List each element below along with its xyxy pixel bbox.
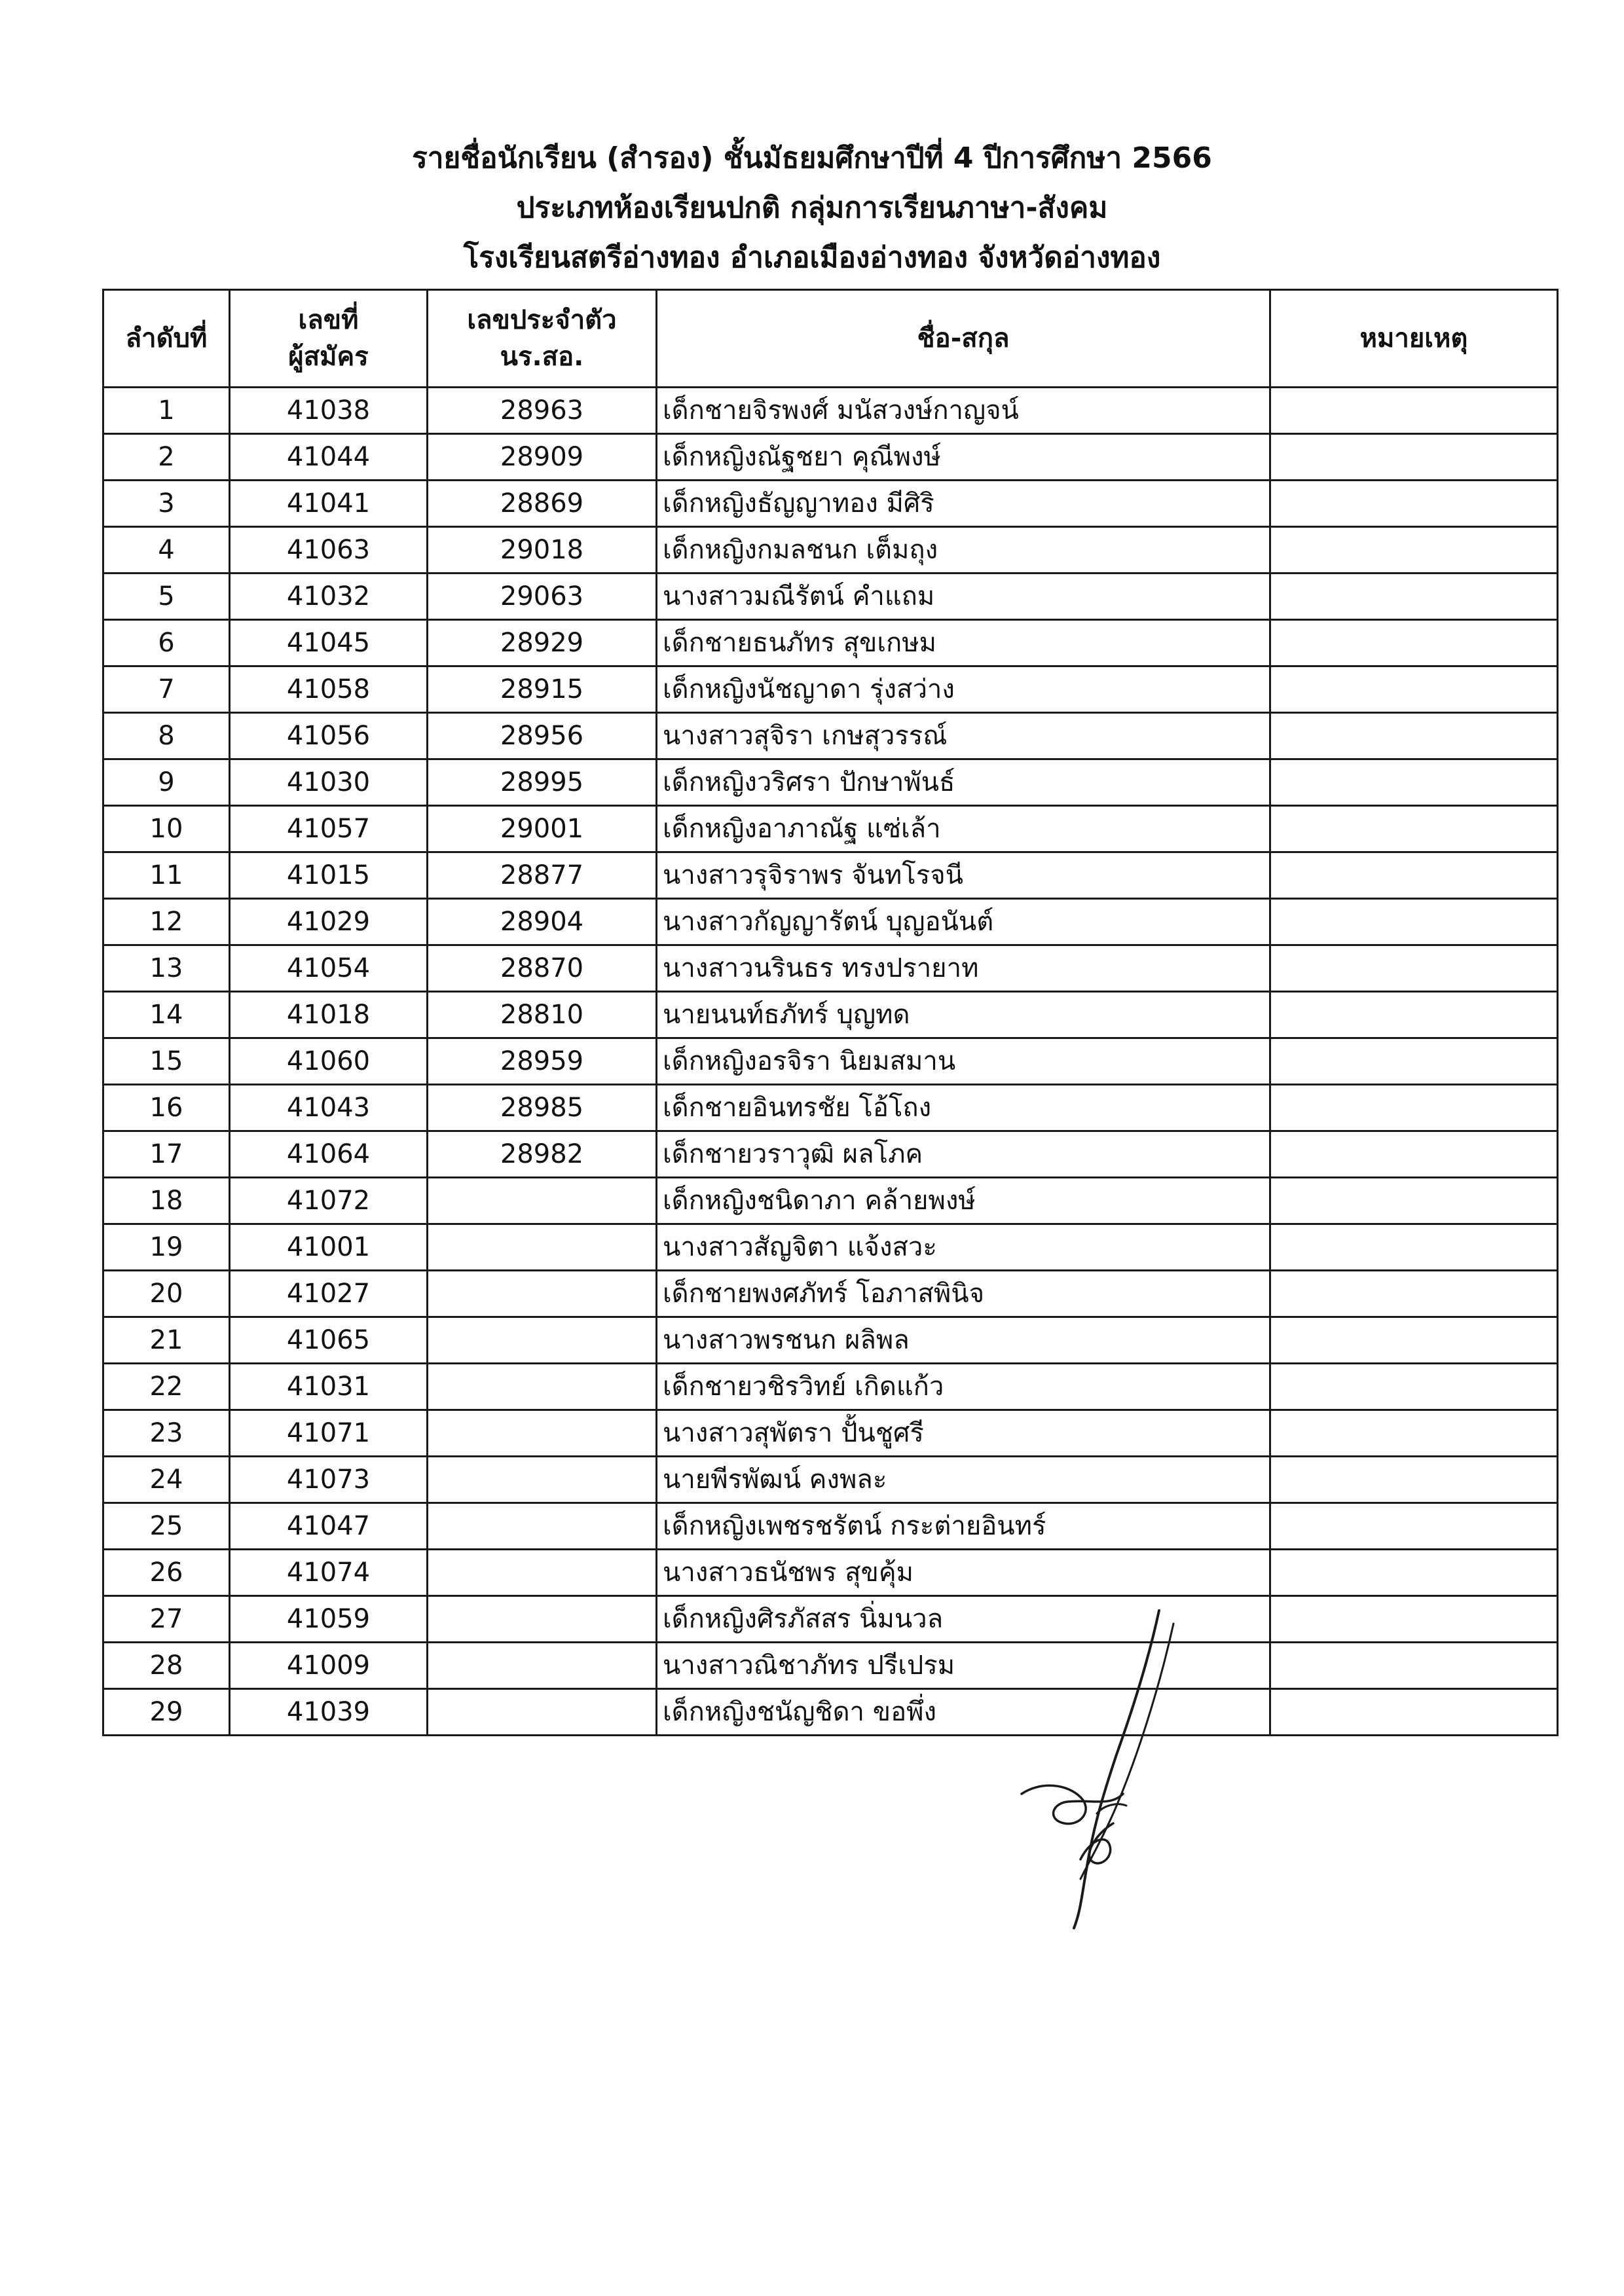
cell-order: 18 xyxy=(103,1178,230,1224)
cell-student-id xyxy=(428,1224,657,1271)
cell-order: 26 xyxy=(103,1550,230,1596)
cell-order: 6 xyxy=(103,620,230,666)
cell-student-id: 28982 xyxy=(428,1131,657,1178)
cell-name: นางสาวสุพัตรา ปั้นชูศรี xyxy=(657,1410,1270,1457)
cell-order: 11 xyxy=(103,852,230,899)
cell-order: 16 xyxy=(103,1085,230,1131)
header-name-label: ชื่อ-สกุล xyxy=(917,323,1010,354)
header-student-id-line1: เลขประจำตัว xyxy=(467,305,617,335)
table-row xyxy=(103,666,1558,713)
table-row xyxy=(103,806,1558,852)
document-title: รายชื่อนักเรียน (สำรอง) ชั้นมัธยมศึกษาปีที่ 4 ปีการศึกษา 2566 xyxy=(412,141,1212,175)
cell-applicant-number: 41001 xyxy=(230,1224,428,1271)
table-row xyxy=(103,852,1558,899)
cell-student-id: 28877 xyxy=(428,852,657,899)
cell-name: เด็กชายพงศภัทร์ โอภาสพินิจ xyxy=(657,1271,1270,1317)
header-applicant-number xyxy=(230,290,428,388)
table-row xyxy=(103,713,1558,759)
cell-applicant-number: 41041 xyxy=(230,481,428,527)
header-name xyxy=(657,290,1270,388)
table-row xyxy=(103,1503,1558,1550)
cell-student-id: 28915 xyxy=(428,666,657,713)
cell-name: เด็กหญิงชนัญชิดา ขอพึ่ง xyxy=(657,1689,1270,1736)
cell-order: 1 xyxy=(103,388,230,434)
cell-order: 20 xyxy=(103,1271,230,1317)
cell-applicant-number: 41027 xyxy=(230,1271,428,1317)
cell-student-id xyxy=(428,1410,657,1457)
table-row xyxy=(103,527,1558,574)
header-order-label: ลำดับที่ xyxy=(125,323,208,354)
cell-applicant-number: 41064 xyxy=(230,1131,428,1178)
table-row xyxy=(103,1178,1558,1224)
cell-name: นางสาวรุจิราพร จันทโรจนี xyxy=(657,852,1270,899)
cell-student-id: 28870 xyxy=(428,945,657,992)
cell-applicant-number: 41045 xyxy=(230,620,428,666)
cell-name: นางสาวพรชนก ผลิพล xyxy=(657,1317,1270,1364)
cell-remark xyxy=(1270,945,1558,992)
cell-applicant-number: 41039 xyxy=(230,1689,428,1736)
cell-remark xyxy=(1270,1550,1558,1596)
cell-remark xyxy=(1270,666,1558,713)
student-roster-table xyxy=(102,289,1559,1736)
cell-student-id xyxy=(428,1317,657,1364)
cell-applicant-number: 41029 xyxy=(230,899,428,945)
cell-order: 5 xyxy=(103,574,230,620)
cell-remark xyxy=(1270,1085,1558,1131)
cell-applicant-number: 41057 xyxy=(230,806,428,852)
cell-order: 15 xyxy=(103,1038,230,1085)
cell-remark xyxy=(1270,1131,1558,1178)
table-row xyxy=(103,434,1558,481)
table-row xyxy=(103,1457,1558,1503)
signature-icon xyxy=(982,1597,1205,1938)
cell-remark xyxy=(1270,1410,1558,1457)
cell-applicant-number: 41038 xyxy=(230,388,428,434)
cell-order: 8 xyxy=(103,713,230,759)
cell-applicant-number: 41071 xyxy=(230,1410,428,1457)
cell-remark xyxy=(1270,574,1558,620)
table-row xyxy=(103,620,1558,666)
table-row xyxy=(103,574,1558,620)
table-row xyxy=(103,1689,1558,1736)
cell-remark xyxy=(1270,899,1558,945)
cell-order: 12 xyxy=(103,899,230,945)
header-applicant-line2: ผู้สมัคร xyxy=(288,342,369,372)
cell-remark xyxy=(1270,620,1558,666)
cell-applicant-number: 41056 xyxy=(230,713,428,759)
cell-student-id: 29018 xyxy=(428,527,657,574)
table-row xyxy=(103,1364,1558,1410)
cell-order: 25 xyxy=(103,1503,230,1550)
cell-applicant-number: 41032 xyxy=(230,574,428,620)
cell-remark xyxy=(1270,1596,1558,1643)
cell-name: เด็กหญิงอรจิรา นิยมสมาน xyxy=(657,1038,1270,1085)
cell-order: 4 xyxy=(103,527,230,574)
cell-applicant-number: 41072 xyxy=(230,1178,428,1224)
cell-remark xyxy=(1270,1503,1558,1550)
table-row xyxy=(103,1317,1558,1364)
cell-student-id xyxy=(428,1178,657,1224)
table-row xyxy=(103,1271,1558,1317)
table-row xyxy=(103,1224,1558,1271)
cell-student-id: 28956 xyxy=(428,713,657,759)
cell-order: 10 xyxy=(103,806,230,852)
cell-remark xyxy=(1270,388,1558,434)
table-row xyxy=(103,1085,1558,1131)
cell-applicant-number: 41031 xyxy=(230,1364,428,1410)
cell-student-id: 28810 xyxy=(428,992,657,1038)
table-row xyxy=(103,388,1558,434)
cell-remark xyxy=(1270,1178,1558,1224)
table-row xyxy=(103,759,1558,806)
cell-order: 21 xyxy=(103,1317,230,1364)
table-row xyxy=(103,1038,1558,1085)
cell-order: 19 xyxy=(103,1224,230,1271)
table-row xyxy=(103,1131,1558,1178)
cell-name: เด็กหญิงเพชรชรัตน์ กระต่ายอินทร์ xyxy=(657,1503,1270,1550)
table-row xyxy=(103,945,1558,992)
cell-name: เด็กหญิงณัฐชยา คุณีพงษ์ xyxy=(657,434,1270,481)
header-student-id xyxy=(428,290,657,388)
cell-remark xyxy=(1270,1457,1558,1503)
cell-name: เด็กหญิงศิรภัสสร นิ่มนวล xyxy=(657,1596,1270,1643)
cell-applicant-number: 41047 xyxy=(230,1503,428,1550)
cell-student-id: 28995 xyxy=(428,759,657,806)
cell-name: นางสาวสุจิรา เกษสุวรรณ์ xyxy=(657,713,1270,759)
cell-order: 22 xyxy=(103,1364,230,1410)
cell-applicant-number: 41018 xyxy=(230,992,428,1038)
cell-remark xyxy=(1270,1224,1558,1271)
table-row xyxy=(103,992,1558,1038)
table-row xyxy=(103,899,1558,945)
cell-remark xyxy=(1270,1364,1558,1410)
cell-order: 3 xyxy=(103,481,230,527)
cell-applicant-number: 41060 xyxy=(230,1038,428,1085)
cell-name: เด็กหญิงชนิดาภา คล้ายพงษ์ xyxy=(657,1178,1270,1224)
table-body xyxy=(103,388,1558,1736)
cell-applicant-number: 41058 xyxy=(230,666,428,713)
cell-remark xyxy=(1270,1643,1558,1689)
table-row xyxy=(103,1643,1558,1689)
school-line: โรงเรียนสตรีอ่างทอง อำเภอเมืองอ่างทอง จังหวัดอ่างทอง xyxy=(463,241,1161,274)
cell-student-id: 28963 xyxy=(428,388,657,434)
cell-name: นายนนท์ธภัทร์ บุญทด xyxy=(657,992,1270,1038)
cell-order: 29 xyxy=(103,1689,230,1736)
cell-remark xyxy=(1270,1689,1558,1736)
cell-name: เด็กชายจิรพงศ์ มนัสวงษ์กาญจน์ xyxy=(657,388,1270,434)
header-remark-label: หมายเหตุ xyxy=(1359,323,1468,354)
cell-applicant-number: 41065 xyxy=(230,1317,428,1364)
cell-name: นางสาวมณีรัตน์ คำแถม xyxy=(657,574,1270,620)
cell-applicant-number: 41054 xyxy=(230,945,428,992)
cell-student-id xyxy=(428,1550,657,1596)
cell-name: เด็กชายวชิรวิทย์ เกิดแก้ว xyxy=(657,1364,1270,1410)
cell-remark xyxy=(1270,1271,1558,1317)
header-applicant-line1: เลขที่ xyxy=(298,305,359,335)
cell-name: นางสาวกัญญารัตน์ บุญอนันต์ xyxy=(657,899,1270,945)
cell-remark xyxy=(1270,713,1558,759)
cell-name: เด็กหญิงวริศรา ปักษาพันธ์ xyxy=(657,759,1270,806)
cell-order: 7 xyxy=(103,666,230,713)
table-header-row xyxy=(103,290,1558,388)
cell-student-id: 28929 xyxy=(428,620,657,666)
header-remark xyxy=(1270,290,1558,388)
cell-remark xyxy=(1270,527,1558,574)
table-row xyxy=(103,1550,1558,1596)
cell-student-id: 28959 xyxy=(428,1038,657,1085)
cell-applicant-number: 41009 xyxy=(230,1643,428,1689)
cell-student-id: 28869 xyxy=(428,481,657,527)
cell-student-id xyxy=(428,1503,657,1550)
cell-order: 2 xyxy=(103,434,230,481)
cell-name: นางสาวนรินธร ทรงปรายาท xyxy=(657,945,1270,992)
table-row xyxy=(103,1410,1558,1457)
cell-name: เด็กชายวราวุฒิ ผลโภค xyxy=(657,1131,1270,1178)
cell-remark xyxy=(1270,759,1558,806)
cell-name: นางสาวธนัชพร สุขคุ้ม xyxy=(657,1550,1270,1596)
cell-applicant-number: 41015 xyxy=(230,852,428,899)
cell-student-id: 28985 xyxy=(428,1085,657,1131)
cell-name: เด็กชายอินทรชัย โอ้โถง xyxy=(657,1085,1270,1131)
cell-remark xyxy=(1270,992,1558,1038)
cell-name: นายพีรพัฒน์ คงพละ xyxy=(657,1457,1270,1503)
cell-applicant-number: 41030 xyxy=(230,759,428,806)
cell-remark xyxy=(1270,852,1558,899)
header-order xyxy=(103,290,230,388)
cell-remark xyxy=(1270,1317,1558,1364)
cell-order: 17 xyxy=(103,1131,230,1178)
cell-student-id xyxy=(428,1364,657,1410)
cell-order: 27 xyxy=(103,1596,230,1643)
cell-student-id xyxy=(428,1689,657,1736)
cell-name: เด็กชายธนภัทร สุขเกษม xyxy=(657,620,1270,666)
cell-applicant-number: 41063 xyxy=(230,527,428,574)
cell-applicant-number: 41044 xyxy=(230,434,428,481)
cell-student-id: 29001 xyxy=(428,806,657,852)
cell-remark xyxy=(1270,434,1558,481)
cell-student-id xyxy=(428,1271,657,1317)
document-subtitle: ประเภทห้องเรียนปกติ กลุ่มการเรียนภาษา-สังคม xyxy=(516,191,1108,225)
cell-remark xyxy=(1270,806,1558,852)
cell-student-id xyxy=(428,1457,657,1503)
cell-name: เด็กหญิงอาภาณัฐ แซ่เล้า xyxy=(657,806,1270,852)
cell-applicant-number: 41073 xyxy=(230,1457,428,1503)
cell-order: 14 xyxy=(103,992,230,1038)
cell-applicant-number: 41059 xyxy=(230,1596,428,1643)
cell-student-id: 28909 xyxy=(428,434,657,481)
cell-remark xyxy=(1270,481,1558,527)
cell-student-id: 29063 xyxy=(428,574,657,620)
cell-name: นางสาวณิชาภัทร ปรีเปรม xyxy=(657,1643,1270,1689)
cell-applicant-number: 41074 xyxy=(230,1550,428,1596)
cell-name: เด็กหญิงกมลชนก เต็มถุง xyxy=(657,527,1270,574)
cell-order: 13 xyxy=(103,945,230,992)
cell-applicant-number: 41043 xyxy=(230,1085,428,1131)
table-row xyxy=(103,1596,1558,1643)
cell-student-id xyxy=(428,1596,657,1643)
table-row xyxy=(103,481,1558,527)
cell-name: เด็กหญิงธัญญาทอง มีศิริ xyxy=(657,481,1270,527)
cell-student-id xyxy=(428,1643,657,1689)
cell-name: เด็กหญิงนัชญาดา รุ่งสว่าง xyxy=(657,666,1270,713)
cell-remark xyxy=(1270,1038,1558,1085)
cell-order: 24 xyxy=(103,1457,230,1503)
cell-name: นางสาวสัญจิตา แจ้งสวะ xyxy=(657,1224,1270,1271)
header-student-id-line2: นร.สอ. xyxy=(500,342,584,372)
cell-order: 28 xyxy=(103,1643,230,1689)
cell-student-id: 28904 xyxy=(428,899,657,945)
cell-order: 23 xyxy=(103,1410,230,1457)
cell-order: 9 xyxy=(103,759,230,806)
